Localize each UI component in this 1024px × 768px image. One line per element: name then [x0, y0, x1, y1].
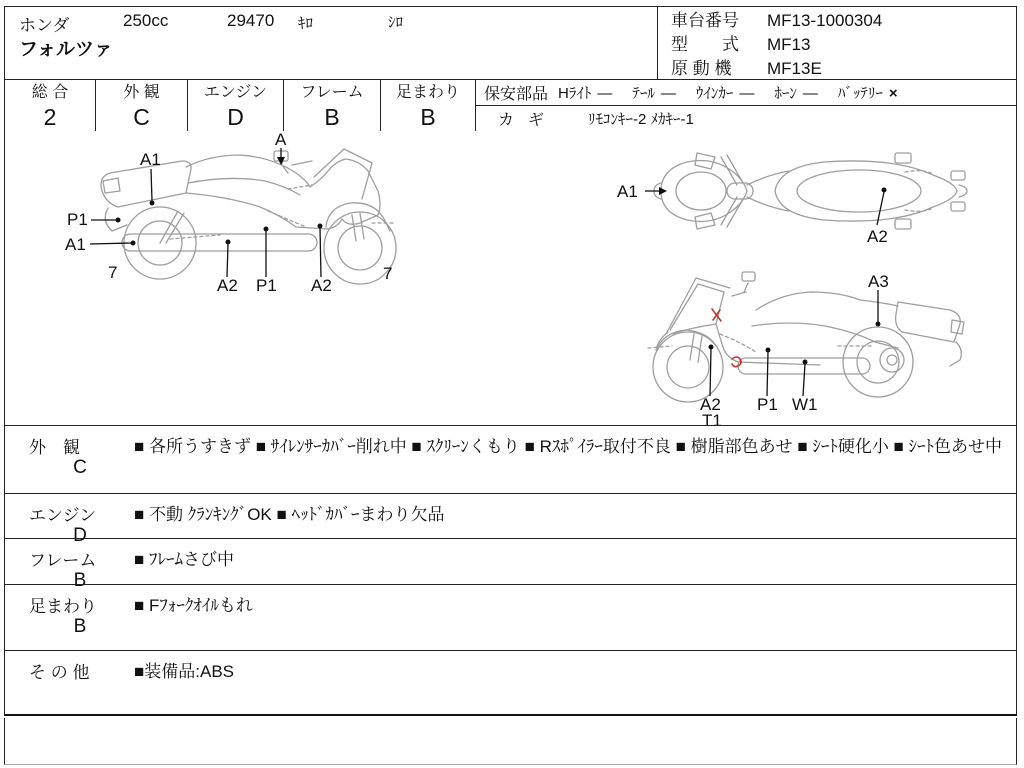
scooter-top-view-diagram [609, 145, 981, 255]
chassis-number-label: 車台番号 [671, 11, 739, 30]
red-check-mark-upper [712, 309, 721, 321]
grade-strip [5, 79, 1016, 131]
section-label: そ の 他 [29, 663, 90, 682]
grade-cell-frame [284, 80, 381, 131]
section-engine [5, 493, 1016, 546]
battery-ng-mark: × [888, 84, 898, 102]
type-row [671, 33, 882, 57]
displacement: 250cc [123, 11, 169, 30]
section-exterior [5, 425, 1016, 493]
vehicle-ids [671, 9, 882, 81]
grade-value: 2 [43, 103, 57, 130]
damage-marks [712, 309, 741, 367]
safety-item-taillight: ﾃｰﾙ — [632, 84, 676, 102]
section-grade: D [73, 525, 87, 546]
grade-value: B [420, 103, 436, 130]
diagram-label: A2 [700, 395, 721, 414]
safety-parts-label: 保安部品 [484, 85, 549, 103]
diagram-label: A2 [217, 276, 238, 295]
section-label: 足まわり [29, 597, 97, 616]
safety-item-horn: ﾎｰﾝ — [774, 84, 818, 102]
section-undercarriage [5, 584, 1016, 650]
safety-item-winker: ｳｲﾝｶｰ — [695, 84, 755, 102]
diagram-label: 7 [383, 264, 393, 283]
diagram-label: 7 [108, 263, 118, 282]
diagram-label: A1 [65, 235, 86, 254]
status: — [739, 84, 755, 102]
scooter-right-side-art [648, 272, 964, 402]
section-label: フレーム [29, 551, 97, 570]
status: — [597, 84, 613, 102]
grade-cell-overall [5, 80, 96, 131]
diagram-label: A2 [311, 276, 332, 295]
sheet-frame [4, 6, 1017, 716]
mileage-unit: ｷﾛ [298, 15, 314, 32]
section-notes: ■装備品:ABS [134, 662, 235, 681]
diagram-label: A1 [140, 150, 161, 169]
engine-model-value: MF13E [767, 59, 822, 78]
scooter-right-side-diagram [620, 262, 980, 432]
section-other [5, 650, 1016, 715]
engine-model-label: 原 動 機 [671, 59, 732, 78]
diagram-label: A2 [867, 227, 888, 246]
scooter-left-side-art [101, 149, 396, 284]
scooter-left-side-diagram [60, 131, 425, 306]
section-label: エンジン [29, 506, 97, 525]
section-notes: ■ 各所うすきず ■ ｻｲﾚﾝｻｰｶﾊﾞｰ削れ中 ■ ｽｸﾘｰﾝくもり ■ Rｽﾎﾟｲﾗｰ取付不良 ■ 樹脂部色あせ ■ ｼｰﾄ硬化小 ■ ｼｰﾄ色あせ中 [134, 437, 1003, 456]
safety-parts-cell [476, 80, 1016, 131]
grade-label: 総 合 [31, 83, 69, 101]
header-divider [657, 7, 658, 79]
diagram-label: P1 [757, 395, 778, 414]
status: — [660, 84, 676, 102]
section-grade: B [73, 570, 87, 591]
engine-model-row [671, 57, 882, 81]
diagram-label: P1 [67, 210, 88, 229]
diagram-label: A1 [617, 182, 638, 201]
scooter-top-view-art [654, 153, 967, 229]
diagram-label: W1 [792, 395, 818, 414]
status: — [802, 84, 818, 102]
section-notes: ■ 不動 ｸﾗﾝｷﾝｸﾞOK ■ ﾍｯﾄﾞｶﾊﾞｰまわり欠品 [134, 505, 445, 524]
section-frame [5, 538, 1016, 591]
condition-diagrams [5, 131, 1016, 430]
grade-label: フレーム [300, 83, 364, 101]
bottom-empty-row [4, 718, 1017, 765]
grade-value: D [227, 103, 244, 130]
section-grade: C [73, 457, 87, 478]
safety-item-battery: ﾊﾞｯﾃﾘｰ × [837, 84, 898, 102]
section-notes: ■ Fﾌｫｰｸｵｲﾙもれ [134, 596, 253, 615]
key-value: ﾘﾓｺﾝｷｰ-2 ﾒｶｷｰ-1 [588, 110, 694, 128]
model-name: フォルツァ [19, 39, 113, 60]
key-label: カギ [498, 111, 559, 129]
grade-value: C [133, 103, 150, 130]
diagram-label: A [275, 131, 287, 149]
type-label: 型 式 [671, 35, 739, 54]
chassis-number-value: MF13-1000304 [767, 11, 883, 30]
grade-label: エンジン [203, 83, 268, 101]
section-label: 外 観 [29, 438, 80, 457]
chassis-number-row [671, 9, 882, 33]
grade-cell-undercarriage [381, 80, 476, 131]
type-value: MF13 [767, 35, 811, 54]
diagram-label: T1 [702, 411, 722, 430]
grade-cell-engine [188, 80, 284, 131]
diagram-label: A3 [868, 272, 889, 291]
key-row [476, 106, 1016, 131]
header [5, 7, 1016, 79]
grade-value: B [324, 103, 340, 130]
section-grade: B [73, 616, 87, 637]
grade-cell-exterior [96, 80, 188, 131]
section-notes: ■ ﾌﾚｰﾑさび中 [134, 550, 234, 569]
mileage: 29470 [227, 11, 275, 30]
grade-label: 外 観 [123, 83, 160, 101]
maker-name: ホンダ [19, 16, 70, 35]
body-color: ｼﾛ [388, 14, 404, 31]
safety-parts-row [476, 80, 1016, 106]
grade-label: 足まわり [395, 83, 460, 101]
diagram-label: P1 [256, 276, 277, 295]
safety-item-headlight: Hﾗｲﾄ — [558, 84, 613, 102]
